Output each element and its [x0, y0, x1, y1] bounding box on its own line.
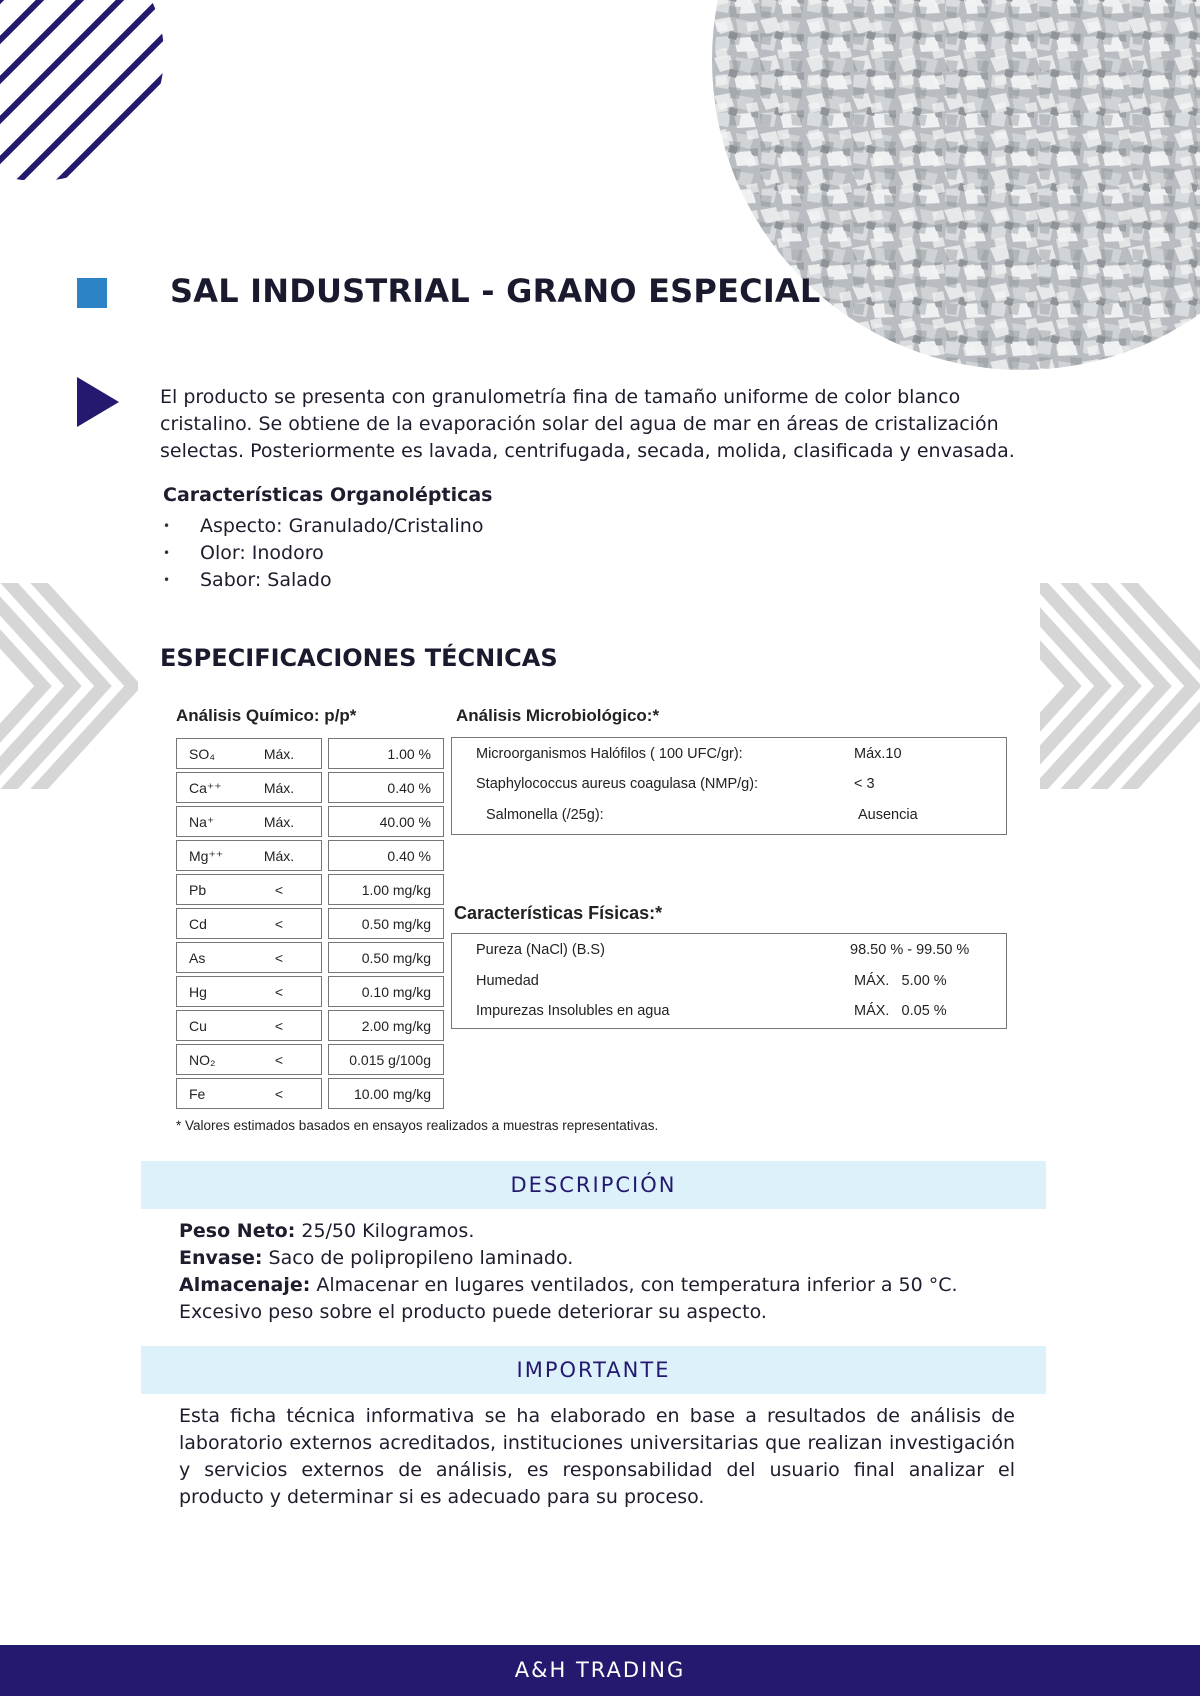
chem-symbol: Pb — [189, 882, 207, 898]
decorative-chevrons-right — [1040, 583, 1200, 789]
physical-label: Pureza (NaCl) (B.S) — [476, 942, 605, 958]
chem-comparator: < — [274, 1086, 284, 1102]
physical-value: MÁX. 0.05 % — [854, 1003, 947, 1019]
product-intro: El producto se presenta con granulometría fina de tamaño uniforme de color blanco cristalino. Se obtiene de la evaporación solar del agua de mar en áreas de cristalización selectas. Posteriormente es lavada, centrifugada, secada, molida, clasificada y envasada. — [160, 386, 1015, 462]
physical-label: Humedad — [476, 973, 539, 989]
chem-value: 1.00 mg/kg — [361, 882, 431, 898]
storage-value: Almacenar en lugares ventilados, con temperatura inferior a 50 °C. — [310, 1274, 958, 1296]
specs-heading: ESPECIFICACIONES TÉCNICAS — [160, 644, 558, 672]
physical-heading: Características Físicas:* — [454, 903, 663, 923]
physical-value: 98.50 % - 99.50 % — [850, 942, 970, 958]
chem-value: 0.40 % — [387, 848, 431, 864]
micro-value: Máx.10 — [854, 746, 902, 762]
chem-value: 0.50 mg/kg — [361, 950, 431, 966]
micro-value: Ausencia — [858, 807, 918, 823]
important-text: Esta ficha técnica informativa se ha elaborado en base a resultados de análisis de laboratorio externos acreditados, instituciones universitarias que realizan investigación y servicios externos de análisis, es responsabilidad del usuario final analizar el producto y determinar si es adecuado para su proceso. — [179, 1405, 1015, 1508]
chem-value: 0.10 mg/kg — [361, 984, 431, 1000]
chem-comparator: < — [274, 916, 284, 932]
micro-label: Salmonella (/25g): — [486, 807, 604, 823]
chem-comparator: < — [274, 950, 284, 966]
chem-symbol: Ca⁺⁺ — [189, 780, 222, 796]
net-weight-label: Peso Neto: — [179, 1220, 296, 1242]
important-heading: IMPORTANTE — [516, 1358, 671, 1382]
micro-label: Microorganismos Halófilos ( 100 UFC/gr): — [476, 746, 743, 762]
description-heading: DESCRIPCIÓN — [510, 1173, 677, 1197]
title-square-icon — [77, 278, 107, 308]
organoleptic-list — [163, 513, 483, 594]
list-item: • Aspecto: Granulado/Cristalino — [163, 513, 483, 540]
chem-symbol: Hg — [189, 984, 207, 1000]
chem-comparator: < — [274, 1018, 284, 1034]
packaging-label: Envase: — [179, 1247, 263, 1269]
description-block — [179, 1218, 958, 1326]
chem-comparator: Máx. — [263, 746, 295, 762]
chem-comparator: < — [274, 882, 284, 898]
organoleptic-heading: Características Organolépticas — [163, 484, 493, 506]
chem-comparator: Máx. — [263, 848, 295, 864]
chem-value: 40.00 % — [379, 814, 431, 830]
play-triangle-icon — [77, 377, 119, 427]
chem-value: 2.00 mg/kg — [361, 1018, 431, 1034]
footer-brand: A&H TRADING — [514, 1658, 686, 1682]
net-weight-value: 25/50 Kilogramos. — [295, 1220, 475, 1242]
page-title: SAL INDUSTRIAL - GRANO ESPECIAL — [170, 272, 821, 310]
chem-value: 0.50 mg/kg — [361, 916, 431, 932]
packaging-value: Saco de polipropileno laminado. — [262, 1247, 574, 1269]
decorative-stripes — [0, 0, 165, 180]
chem-value: 0.40 % — [387, 780, 431, 796]
micro-value: < 3 — [854, 776, 875, 792]
storage-label: Almacenaje: — [179, 1274, 311, 1296]
chemical-heading: Análisis Químico: p/p* — [176, 706, 357, 725]
important-band — [141, 1346, 1046, 1394]
storage-note: Excesivo peso sobre el producto puede deteriorar su aspecto. — [179, 1301, 767, 1323]
micro-label: Staphylococcus aureus coagulasa (NMP/g): — [476, 776, 759, 792]
chem-value: 10.00 mg/kg — [353, 1086, 431, 1102]
microbiological-heading: Análisis Microbiológico:* — [456, 706, 660, 725]
chem-symbol: Na⁺ — [189, 814, 215, 830]
chem-comparator: < — [274, 1052, 284, 1068]
physical-table — [451, 933, 1007, 1029]
microbiological-table — [451, 737, 1007, 835]
chem-comparator: Máx. — [263, 780, 295, 796]
chem-symbol: SO₄ — [189, 746, 215, 762]
decorative-chevrons-left — [0, 583, 138, 789]
physical-value: MÁX. 5.00 % — [854, 973, 947, 989]
chem-symbol: Mg⁺⁺ — [189, 848, 224, 864]
list-item: • Olor: Inodoro — [163, 540, 483, 567]
salt-crystals-image — [712, 0, 1200, 370]
footnote: * Valores estimados basados en ensayos realizados a muestras representativas. — [176, 1118, 659, 1133]
chem-comparator: Máx. — [263, 814, 295, 830]
chem-symbol: Cu — [189, 1018, 207, 1034]
chem-symbol: As — [189, 950, 206, 966]
description-band — [141, 1161, 1046, 1209]
chem-comparator: < — [274, 984, 284, 1000]
chem-value: 1.00 % — [387, 746, 431, 762]
footer-bar — [0, 1645, 1200, 1696]
chem-symbol: Fe — [189, 1086, 206, 1102]
list-item: • Sabor: Salado — [163, 567, 483, 594]
physical-label: Impurezas Insolubles en agua — [476, 1003, 670, 1019]
chem-symbol: NO₂ — [189, 1052, 216, 1068]
chem-value: 0.015 g/100g — [349, 1052, 431, 1068]
chem-symbol: Cd — [189, 916, 207, 932]
